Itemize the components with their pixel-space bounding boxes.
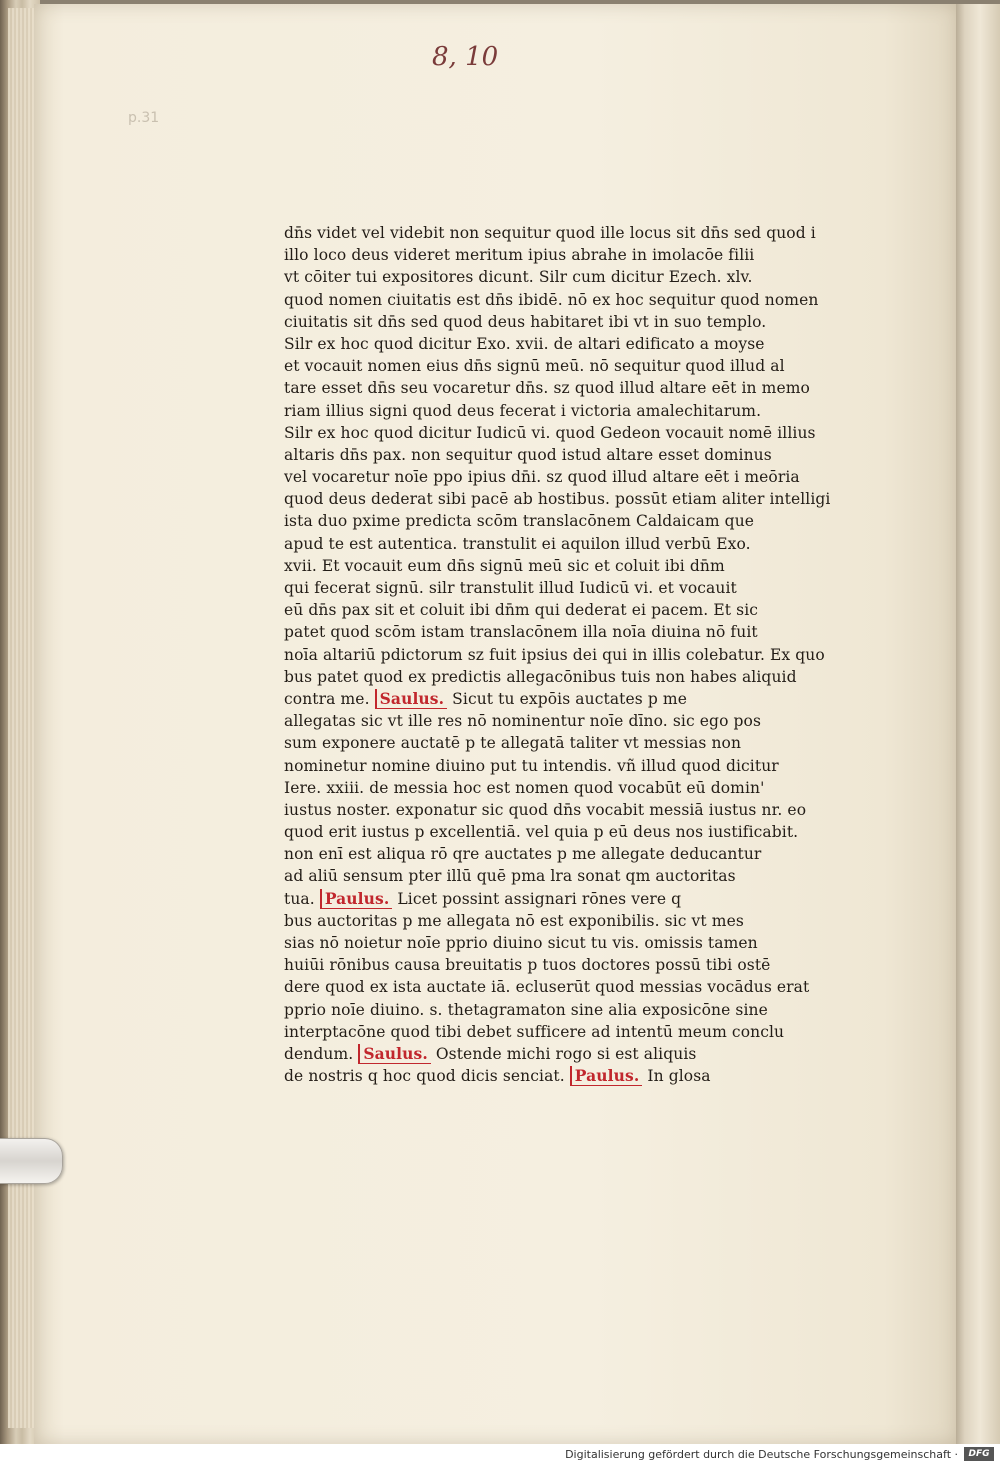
text-line: noīa altariū pdictorum sz fuit ipsius dei qui in illis colebatur. Ex quo	[284, 645, 825, 664]
text-line: Iere. xxiii. de messia hoc est nomen quod vocabūt eū domin'	[284, 778, 765, 797]
text-line: bus auctoritas p me allegata nō est exponibilis. sic vt mes	[284, 911, 744, 930]
text-line: dn̄s videt vel videbit non sequitur quod ille locus sit dn̄s sed quod i	[284, 224, 816, 242]
text-line: dere quod ex ista auctate iā. ecluserūt quod messias vocādus erat	[284, 978, 810, 997]
text-line: quod nomen ciuitatis est dn̄s ibidē. nō ex hoc sequitur quod nomen	[284, 290, 819, 309]
text-line: vel vocaretur noīe ppo ipius dn̄i. sz quod illud altare eēt i meōria	[284, 468, 800, 487]
funding-credit: Digitalisierung gefördert durch die Deutsche Forschungsgemeinschaft ·	[565, 1448, 958, 1461]
folio-number: 8, 10	[432, 42, 499, 72]
text-line: ista duo pxime predicta scōm translacōnem Caldaicam que	[284, 512, 755, 531]
text-line: nominetur nomine diuino put tu intendis. vñ illud quod dicitur	[284, 756, 779, 775]
text-line: riam illius signi quod deus fecerat i victoria amalechitarum.	[284, 401, 762, 420]
dfg-logo: DFG	[964, 1447, 994, 1461]
right-page-edge	[956, 4, 1000, 1444]
text-line: apud te est autentica. transtulit ei aquilon illud verbū Exo.	[284, 534, 751, 553]
text-line: patet quod scōm istam translacōnem illa noīa diuina nō fuit	[284, 623, 758, 642]
text-line: interptacōne quod tibi debet sufficere ad intentū meum conclu	[284, 1022, 785, 1041]
text-line: quod erit iustus p excellentiā. vel quia p eū deus nos iustificabit.	[284, 823, 799, 842]
text-line: allegatas sic vt ille res nō nominentur noīe dīno. sic ego pos	[284, 712, 762, 731]
text-line: ad aliū sensum pter illū quē pma lra sonat qm auctoritas	[284, 867, 736, 886]
text-line: ciuitatis sit dn̄s sed quod deus habitaret ibi vt in suo templo.	[284, 312, 767, 331]
text-line: et vocauit nomen eius dn̄s signū meū. nō sequitur quod illud al	[284, 357, 785, 376]
text-line: sum exponere auctatē p te allegatā taliter vt messias non	[284, 734, 742, 753]
text-line: non enī est aliqua rō qre auctates p me allegate deducantur	[284, 845, 762, 864]
text-line: eū dn̄s pax sit et coluit ibi dn̄m qui dederat ei pacem. Et sic	[284, 601, 759, 620]
text-line: tua. Paulus. Licet possint assignari rōnes vere q	[284, 888, 682, 908]
text-block	[284, 222, 844, 1087]
text-line: pprio noīe diuino. s. thetagramaton sine alia exposicōne sine	[284, 1000, 768, 1019]
text-line: tare esset dn̄s seu vocaretur dn̄s. sz quod illud altare eēt in memo	[284, 379, 810, 398]
text-line: dendum. Saulus. Ostende michi rogo si est aliquis	[284, 1043, 697, 1063]
text-line: de nostris q hoc quod dicis senciat. Paulus. In glosa	[284, 1066, 711, 1086]
text-line: altaris dn̄s pax. non sequitur quod istud altare esset dominus	[284, 445, 772, 464]
text-line: bus patet quod ex predictis allegacōnibus tuis non habes aliquid	[284, 667, 797, 686]
text-line: illo loco deus videret meritum ipius abrahe in imolacōe filii	[284, 246, 755, 265]
text-line: vt cōiter tui expositores dicunt. Silr cum dicitur Ezech. xlv.	[284, 268, 753, 287]
text-line: Silr ex hoc quod dicitur Exo. xvii. de altari edificato a moyse	[284, 334, 765, 353]
text-line: qui fecerat signū. silr transtulit illud Iudicū vi. et vocauit	[284, 579, 737, 597]
text-line: xvii. Et vocauit eum dn̄s signū meū sic et coluit ibi dn̄m	[284, 556, 725, 575]
text-line: sias nō noietur noīe pprio diuino sicut tu vis. omissis tamen	[284, 934, 758, 952]
footer-bar	[0, 1444, 1000, 1466]
text-line: quod deus dederat sibi pacē ab hostibus. possūt etiam aliter intelligi	[284, 490, 831, 509]
text-line: iustus noster. exponatur sic quod dn̄s vocabit messiā iustus nr. eo	[284, 800, 807, 819]
book-clasp	[0, 1138, 63, 1184]
text-line: contra me. Saulus. Sicut tu expōis auctates p me	[284, 688, 687, 708]
text-line: huiūi rōnibus causa breuitatis p tuos doctores possū tibi ostē	[284, 956, 771, 975]
text-line: Silr ex hoc quod dicitur Iudicū vi. quod Gedeon vocauit nomē illius	[284, 423, 816, 442]
pencil-note: p.31	[128, 110, 160, 126]
